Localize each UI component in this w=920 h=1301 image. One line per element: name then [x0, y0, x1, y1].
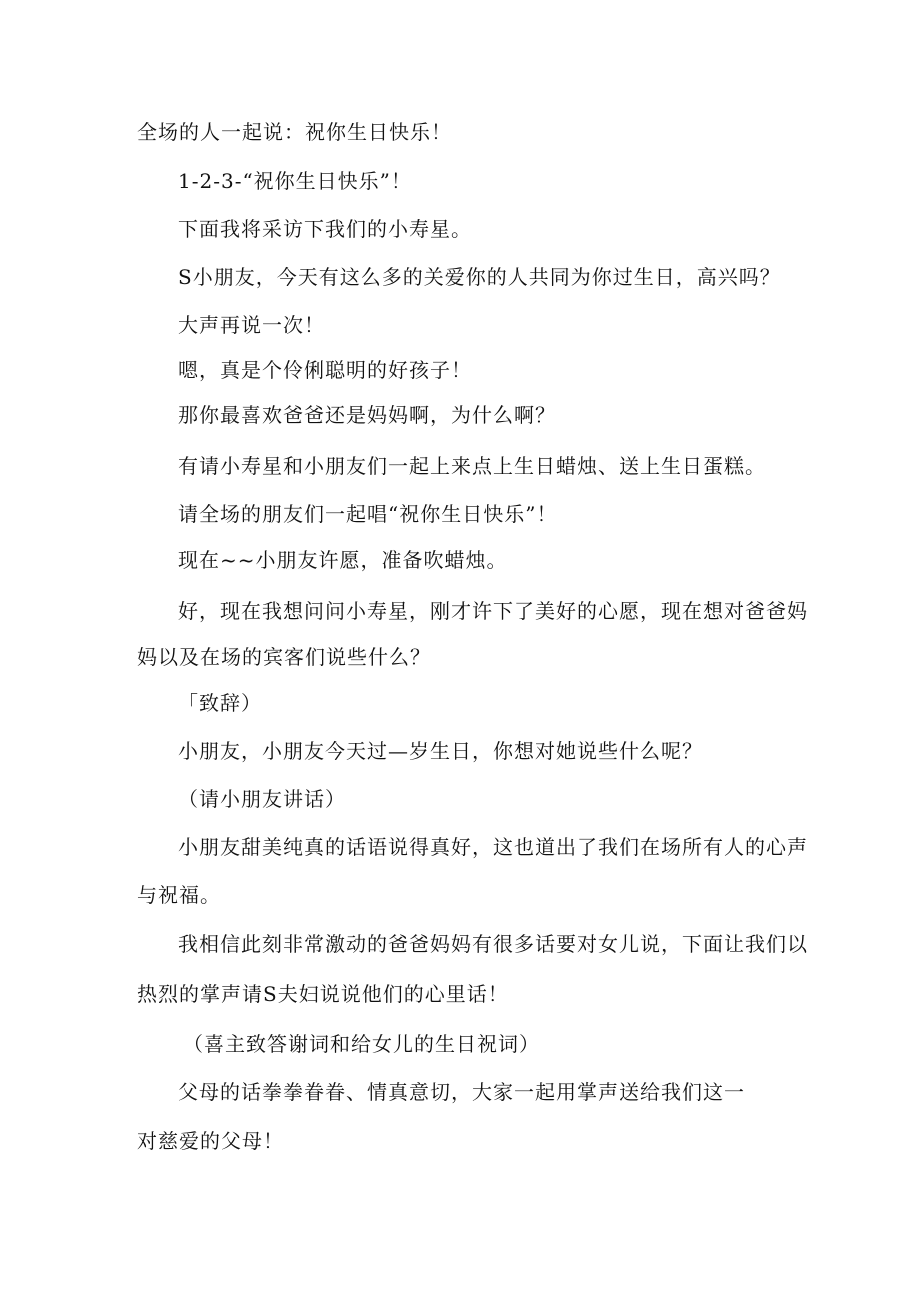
- text-line: 好，现在我想问问小寿星，刚才许下了美好的心愿，现在想对爸爸妈: [178, 599, 808, 623]
- text-line: 请全场的朋友们一起唱“祝你生日快乐”！: [178, 502, 558, 526]
- text-line: 小朋友甜美纯真的话语说得真好，这也道出了我们在场所有人的心声: [178, 835, 808, 859]
- text-line: 我相信此刻非常激动的爸爸妈妈有很多话要对女儿说，下面让我们以: [178, 932, 808, 956]
- text-line: 与祝福。: [137, 883, 221, 907]
- text-line: 热烈的掌声请S夫妇说说他们的心里话！: [137, 982, 509, 1006]
- text-line: 有请小寿星和小朋友们一起上来点上生日蜡烛、送上生日蛋糕。: [178, 454, 766, 478]
- text-line: 下面我将采访下我们的小寿星。: [178, 217, 472, 241]
- text-line: 小朋友，小朋友今天过—岁生日，你想对她说些什么呢？: [178, 739, 703, 763]
- text-line: 嗯，真是个伶俐聪明的好孩子！: [178, 358, 472, 382]
- text-line: 大声再说一次！: [178, 313, 325, 337]
- text-line: 「致辞）: [178, 691, 262, 715]
- text-line: 1-2-3-“祝你生日快乐”！: [178, 169, 412, 193]
- text-line: 妈以及在场的宾客们说些什么？: [137, 645, 431, 669]
- text-line: （喜主致答谢词和给女儿的生日祝词）: [183, 1032, 540, 1056]
- text-line: （请小朋友讲话）: [178, 787, 346, 811]
- text-line: 全场的人一起说：祝你生日快乐！: [137, 120, 452, 144]
- text-line: 对慈爱的父母！: [137, 1129, 284, 1153]
- text-line: 父母的话拳拳眷眷、情真意切，大家一起用掌声送给我们这一: [178, 1080, 745, 1104]
- text-line: 现在~~小朋友许愿，准备吹蜡烛。: [178, 548, 508, 572]
- text-line: 那你最喜欢爸爸还是妈妈啊，为什么啊？: [178, 403, 556, 427]
- text-line: S小朋友，今天有这么多的关爱你的人共同为你过生日，高兴吗？: [178, 265, 781, 289]
